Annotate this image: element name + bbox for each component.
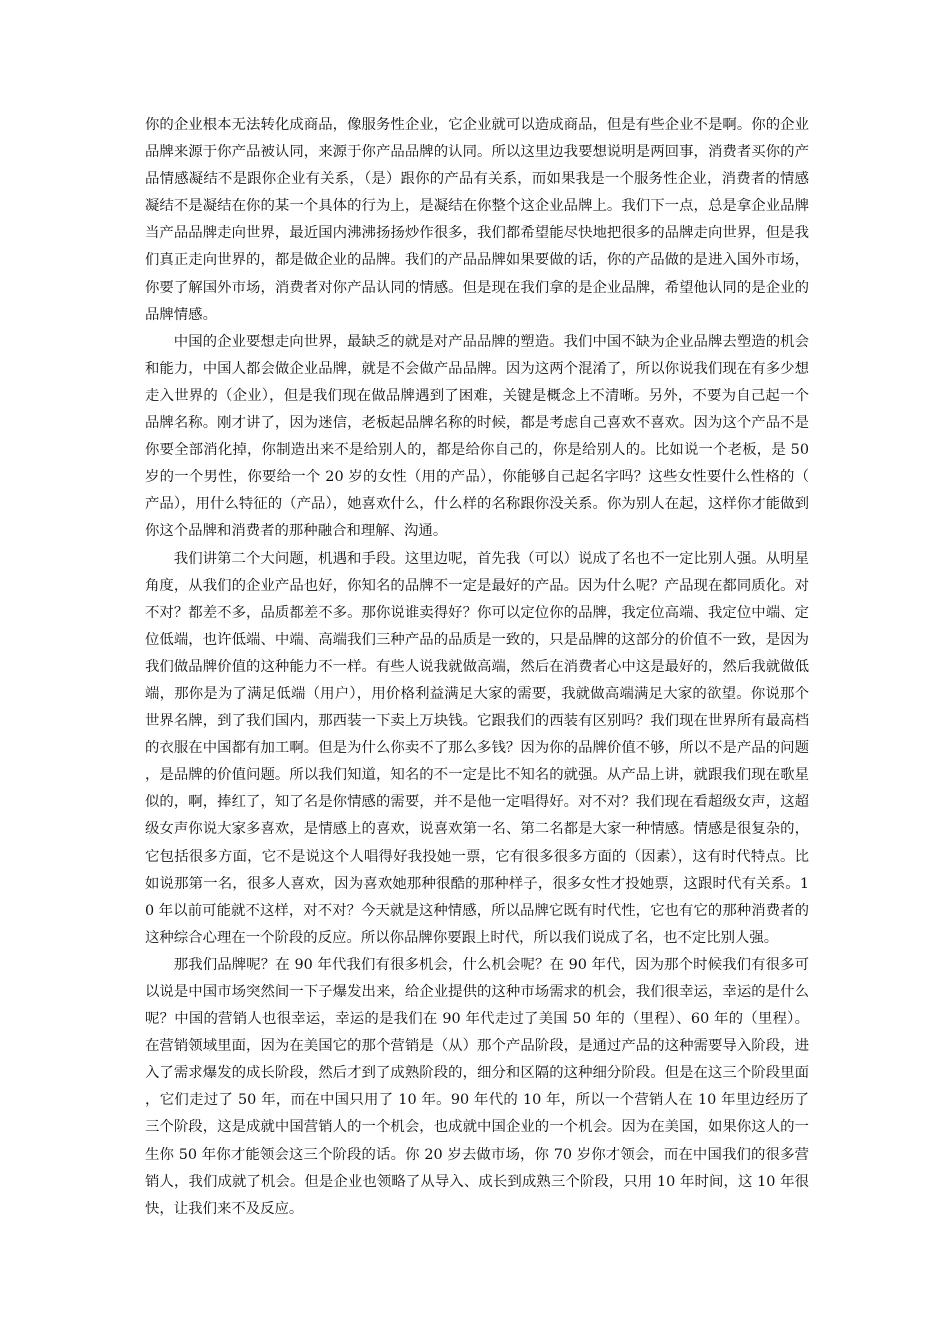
paragraph-3: 我们讲第二个大问题，机遇和手段。这里边呢，首先我（可以）说成了名也不一定比别人强。从明星角度，从我们的企业产品也好，你知名的品牌不一定是最好的产品。因为什么呢？产品现在都同质化。对不对？都差不多，品质都差不多。那你说谁卖得好？你可以定位你的品牌，我定位高端、我定位中端、定位低端，也许低端、中端、高端我们三种产品的品质是一致的，只是品牌的这部分的价值不一致，是因为我们做品牌价值的这种能力不一样。有些人说我就做高端，然后在消费者心中这是最好的，然后我就做低端，那你是为了满足低端（用户），用价格利益满足大家的需要，我就做高端满足大家的欲望。你说那个世界名牌，到了我们国内，那西装一下卖上万块钱。它跟我们的西装有区别吗？我们现在世界所有最高档的衣服在中国都有加工啊。但是为什么你卖不了那么多钱？因为你的品牌价值不够，所以不是产品的问题，是品牌的价值问题。所以我们知道，知名的不一定是比不知名的就强。从产品上讲，就跟我们现在歌星似的，啊，捧红了，知了名是你情感的需要，并不是他一定唱得好。对不对？我们现在看超级女声，这超级女声你说大家多喜欢，是情感上的喜欢，说喜欢第一名、第二名都是大家一种情感。情感是很复杂的，它包括很多方面，它不是说这个人唱得好我投她一票，它有很多很多方面的（因素），这有时代特点。比如说那第一名，很多人喜欢，因为喜欢她那种很酷的那种样子，很多女性才投她票，这跟时代有关系。10 年以前可能就不这样，对不对？今天就是这种情感，所以品牌它既有时代性，它也有它的那种消费者的这种综合心理在一个阶段的反应。所以你品牌你要跟上时代，所以我们说成了名，也不定比别人强。: [145, 550, 809, 946]
document-page: [145, 112, 809, 1223]
paragraph-2: 中国的企业要想走向世界，最缺乏的就是对产品品牌的塑造。我们中国不缺为企业品牌去塑造的机会和能力，中国人都会做企业品牌，就是不会做产品品牌。因为这两个混淆了，所以你说我们现在有多少想走入世界的（企业），但是我们现在做品牌遇到了困难，关键是概念上不清晰。另外，不要为自己起一个品牌名称。刚才讲了，因为迷信，老板起品牌名称的时候，都是考虑自己喜欢不喜欢。因为这个产品不是你要全部消化掉，你制造出来不是给别人的，都是给你自己的，你是给别人的。比如说一个老板，是 50 岁的一个男性，你要给一个 20 岁的女性（用的产品），你能够自己起名字吗？这些女性要什么性格的（产品），用什么特征的（产品），她喜欢什么，什么样的名称跟你没关系。你为别人在起，这样你才能做到你这个品牌和消费者的那种融合和理解、沟通。: [145, 333, 809, 540]
paragraph-4: 那我们品牌呢？在 90 年代我们有很多机会，什么机会呢？在 90 年代，因为那个时候我们有很多可以说是中国市场突然间一下子爆发出来，给企业提供的这种市场需求的机会，我们很幸运，幸运的是什么呢？中国的营销人也很幸运，幸运的是我们在 90 年代走过了美国 50 年的（里程）、60 年的（里程）。在营销领域里面，因为在美国它的那个营销是（从）那个产品阶段，是通过产品的这种需要导入阶段，进入了需求爆发的成长阶段，然后才到了成熟阶段的，细分和区隔的这种细分阶段。但是在这三个阶段里面，它们走过了 50 年，而在中国只用了 10 年。90 年代的 10 年，所以一个营销人在 10 年里边经历了三个阶段，这是成就中国营销人的一个机会，也成就中国企业的一个机会。因为在美国，如果你这人的一生你 50 年你才能领会这三个阶段的话。你 20 岁去做市场，你 70 岁你才领会，而在中国我们的很多营销人，我们成就了机会。但是企业也领略了从导入、成长到成熟三个阶段，只用 10 年时间，这 10 年很快，让我们来不及反应。: [145, 956, 809, 1217]
paragraph-1: 你的企业根本无法转化成商品，像服务性企业，它企业就可以造成商品，但是有些企业不是啊。你的企业品牌来源于你产品被认同，来源于你产品品牌的认同。所以这里边我要想说明是两回事，消费者买你的产品情感凝结不是跟你企业有关系，（是）跟你的产品有关系，而如果我是一个服务性企业，消费者的情感凝结不是凝结在你的某一个具体的行为上，是凝结在你整个这企业品牌上。我们下一点，总是拿企业品牌当产品品牌走向世界，最近国内沸沸扬扬炒作很多，我们都希望能尽快地把很多的品牌走向世界，但是我们真正走向世界的，都是做企业的品牌。我们的产品品牌如果要做的话，你的产品做的是进入国外市场，你要了解国外市场，消费者对你产品认同的情感。但是现在我们拿的是企业品牌，希望他认同的是企业的品牌情感。: [145, 117, 809, 323]
